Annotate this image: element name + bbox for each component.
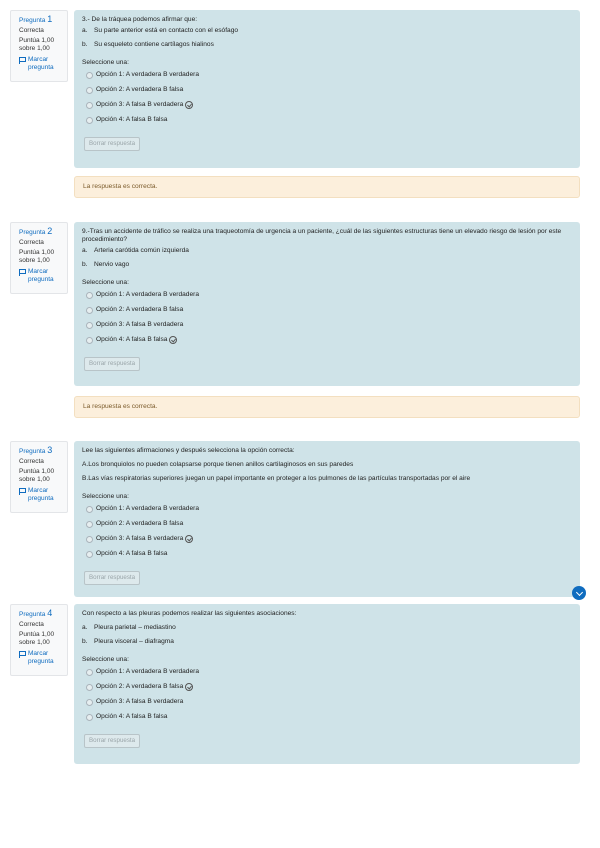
radio-button[interactable]	[86, 684, 93, 691]
clear-answer-button[interactable]: Borrar respuesta	[84, 137, 140, 151]
flag-icon	[19, 651, 26, 658]
question-number: Pregunta 4	[19, 608, 53, 618]
answer-option-2[interactable]: Opción 2: A verdadera B falsa	[86, 86, 572, 94]
clear-answer-button[interactable]: Borrar respuesta	[84, 734, 140, 748]
question-text: 9.-Tras un accidente de tráfico se realiza una traqueotomía de urgencia a un paciente, ¿cuál de las siguientes estructuras tiene un elevado riesgo de lesión por este procedimiento?	[82, 228, 562, 243]
question-status: Correcta	[19, 239, 44, 246]
question-text: Lee las siguientes afirmaciones y después selecciona la opción correcta:	[82, 447, 295, 454]
answer-option-4[interactable]: Opción 4: A falsa B falsa	[86, 116, 572, 124]
flag-icon	[19, 57, 26, 64]
question-grade: Puntúa 1,00 sobre 1,00	[19, 37, 55, 52]
radio-button[interactable]	[86, 117, 93, 124]
answer-option-4[interactable]: Opción 4: A falsa B falsa	[86, 336, 572, 344]
question-info	[10, 10, 68, 82]
flag-icon	[19, 488, 26, 495]
feedback-message: La respuesta es correcta.	[74, 176, 580, 198]
radio-button[interactable]	[86, 714, 93, 721]
radio-button[interactable]	[86, 292, 93, 299]
select-prompt: Seleccione una:	[82, 656, 129, 663]
statement-a: a. Arteria carótida común izquierda	[82, 247, 189, 254]
scroll-down-button[interactable]	[572, 586, 586, 600]
question-content	[74, 441, 580, 597]
question-content	[74, 222, 580, 386]
radio-button[interactable]	[86, 87, 93, 94]
check-icon	[185, 535, 193, 543]
question-content	[74, 10, 580, 168]
question-info	[10, 604, 68, 676]
flag-question-link[interactable]: Marcar pregunta	[19, 650, 67, 666]
question-number: Pregunta 2	[19, 226, 53, 236]
question-grade: Puntúa 1,00 sobre 1,00	[19, 249, 55, 264]
question-content	[74, 604, 580, 764]
answer-option-3[interactable]: Opción 3: A falsa B verdadera	[86, 101, 572, 109]
radio-button[interactable]	[86, 669, 93, 676]
check-icon	[185, 101, 193, 109]
question-info	[10, 222, 68, 294]
question-info	[10, 441, 68, 513]
flag-question-link[interactable]: Marcar pregunta	[19, 487, 67, 503]
answer-option-2[interactable]: Opción 2: A verdadera B falsa	[86, 306, 572, 314]
select-prompt: Seleccione una:	[82, 59, 129, 66]
answer-option-2[interactable]: Opción 2: A verdadera B falsa	[86, 520, 572, 528]
answer-option-3[interactable]: Opción 3: A falsa B verdadera	[86, 321, 572, 329]
answer-option-3[interactable]: Opción 3: A falsa B verdadera	[86, 535, 572, 543]
question-number: Pregunta 3	[19, 445, 53, 455]
answer-option-1[interactable]: Opción 1: A verdadera B verdadera	[86, 71, 572, 79]
question-grade: Puntúa 1,00 sobre 1,00	[19, 631, 55, 646]
statement-b: b. Pleura visceral – diafragma	[82, 638, 174, 645]
question-status: Correcta	[19, 27, 44, 34]
flag-icon	[19, 269, 26, 276]
question-number: Pregunta 1	[19, 14, 53, 24]
radio-button[interactable]	[86, 102, 93, 109]
answer-option-3[interactable]: Opción 3: A falsa B verdadera	[86, 698, 572, 706]
radio-button[interactable]	[86, 72, 93, 79]
select-prompt: Seleccione una:	[82, 493, 129, 500]
clear-answer-button[interactable]: Borrar respuesta	[84, 571, 140, 585]
statement-a: a. Su parte anterior está en contacto con el esófago	[82, 27, 239, 34]
answer-option-1[interactable]: Opción 1: A verdadera B verdadera	[86, 668, 572, 676]
answer-option-1[interactable]: Opción 1: A verdadera B verdadera	[86, 505, 572, 513]
radio-button[interactable]	[86, 551, 93, 558]
radio-button[interactable]	[86, 506, 93, 513]
answer-option-1[interactable]: Opción 1: A verdadera B verdadera	[86, 291, 572, 299]
chevron-down-icon	[575, 588, 582, 595]
statement-b: b. Su esqueleto contiene cartílagos hialinos	[82, 41, 214, 48]
flag-question-link[interactable]: Marcar pregunta	[19, 56, 67, 72]
question-status: Correcta	[19, 458, 44, 465]
check-icon	[169, 336, 177, 344]
statement-a: A.Los bronquiolos no pueden colapsarse porque tienen anillos cartilaginosos en sus paredes	[82, 461, 354, 468]
question-text: 3.- De la tráquea podemos afirmar que:	[82, 16, 198, 23]
flag-question-link[interactable]: Marcar pregunta	[19, 268, 67, 284]
select-prompt: Seleccione una:	[82, 279, 129, 286]
feedback-message: La respuesta es correcta.	[74, 396, 580, 418]
answer-option-4[interactable]: Opción 4: A falsa B falsa	[86, 550, 572, 558]
clear-answer-button[interactable]: Borrar respuesta	[84, 357, 140, 371]
radio-button[interactable]	[86, 521, 93, 528]
check-icon	[185, 683, 193, 691]
question-grade: Puntúa 1,00 sobre 1,00	[19, 468, 55, 483]
statement-a: a. Pleura parietal – mediastino	[82, 624, 176, 631]
radio-button[interactable]	[86, 322, 93, 329]
radio-button[interactable]	[86, 699, 93, 706]
radio-button[interactable]	[86, 307, 93, 314]
statement-b: b. Nervio vago	[82, 261, 130, 268]
statement-b: B.Las vías respiratorias superiores juegan un papel importante en proteger a los pulmones de las partículas transportadas por el aire	[82, 475, 471, 482]
question-text: Con respecto a las pleuras podemos realizar las siguientes asociaciones:	[82, 610, 297, 617]
answer-option-4[interactable]: Opción 4: A falsa B falsa	[86, 713, 572, 721]
radio-button[interactable]	[86, 337, 93, 344]
answer-option-2[interactable]: Opción 2: A verdadera B falsa	[86, 683, 572, 691]
radio-button[interactable]	[86, 536, 93, 543]
question-status: Correcta	[19, 621, 44, 628]
